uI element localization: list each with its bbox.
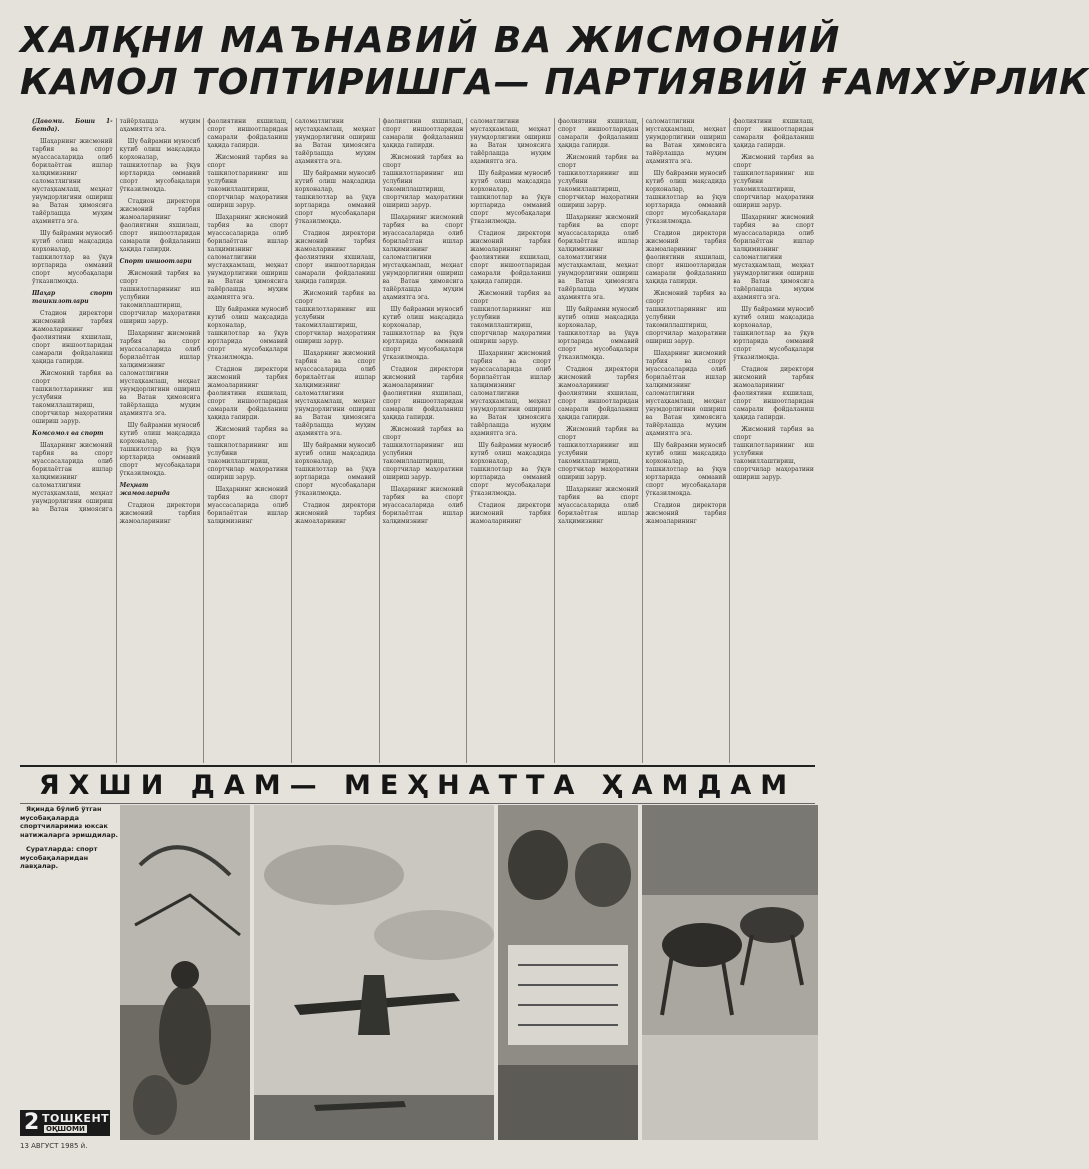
article-paragraph: Шу байрамни муносиб кутиб олиш мақсадида корхоналар, ташкилотлар ва ўқув юртларида оммавий спорт мусобақалари ўтказилмоқда. xyxy=(119,422,201,477)
article-paragraph: Шаҳарнинг жисмоний тарбия ва спорт муассасаларида олиб борилаётган ишлар халқимизнинг саломатлигини мустаҳкамлаш, меҳнат унумдорлигини ошириш ва Ватан ҳимоясига тайёрлашда муҳим аҳамиятга эга. xyxy=(733,214,814,301)
article-paragraph: Стадион директори жисмоний тарбия жамоаларининг фаолиятини яхшилаш, спорт иншоотларидан самарали фойдаланиш ҳақида гапирди. xyxy=(382,366,464,421)
article-paragraph: Шу байрамни муносиб кутиб олиш мақсадида корхоналар, ташкилотлар ва ўқув юртларида оммавий спорт мусобақалари ўтказилмоқда. xyxy=(645,170,727,225)
masthead-name: ТОШКЕНТ xyxy=(42,1112,110,1125)
article-paragraph: Шаҳарнинг жисмоний тарбия ва спорт муассасаларида олиб борилаётган ишлар халқимизнинг саломатлигини мустаҳкамлаш, меҳнат унумдорлигини ошириш ва Ватан ҳимоясига тайёрлашда муҳим аҳамиятга эга. xyxy=(382,214,464,301)
article-paragraph: Стадион директори жисмоний тарбия жамоаларининг фаолиятини яхшилаш, спорт иншоотларидан самарали фойдаланиш ҳақида гапирди. xyxy=(470,118,639,525)
article-paragraph: Жисмоний тарбия ва спорт ташкилотларининг иш услубини такомиллаштириш, спортчилар маҳоратини ошириш зарур. xyxy=(733,426,814,481)
photo-aircraft-airfield xyxy=(254,805,494,1140)
photo-horse-riders xyxy=(642,805,818,1140)
page-number: 2 xyxy=(24,1110,40,1135)
article-paragraph: Шу байрамни муносиб кутиб олиш мақсадида корхоналар, ташкилотлар ва ўқув юртларида оммавий спорт мусобақалари ўтказилмоқда. xyxy=(382,306,464,361)
article-paragraph: Жисмоний тарбия ва спорт ташкилотларининг иш услубини такомиллаштириш, спортчилар маҳоратини ошириш зарур. xyxy=(645,290,727,345)
article-paragraph: Жисмоний тарбия ва спорт ташкилотларининг иш услубини такомиллаштириш, спортчилар маҳоратини ошириш зарур. xyxy=(207,154,288,209)
article-paragraph: Стадион директори жисмоний тарбия жамоаларининг фаолиятини яхшилаш, спорт иншоотларидан самарали фойдаланиш ҳақида гапирди. xyxy=(32,310,113,365)
article-paragraph: Стадион директори жисмоний тарбия жамоаларининг фаолиятини яхшилаш, спорт иншоотларидан самарали фойдаланиш ҳақида гапирди. xyxy=(645,230,727,285)
headline-line-2: КАМОЛ ТОПТИРИШГА— ПАРТИЯВИЙ ҒАМХЎРЛИК xyxy=(20,62,1089,103)
masthead-subtitle: ОҚШОМИ xyxy=(46,1125,85,1133)
article-paragraph: Жисмоний тарбия ва спорт ташкилотларининг иш услубини такомиллаштириш, спортчилар маҳоратини ошириш зарур. xyxy=(557,154,639,209)
masthead-logo xyxy=(20,1110,110,1136)
article-subhead: Спорт иншоотлари xyxy=(119,258,192,265)
article-paragraph: Жисмоний тарбия ва спорт ташкилотларининг иш услубини такомиллаштириш, спортчилар маҳоратини ошириш зарур. xyxy=(557,426,639,481)
article-paragraph: Шаҳарнинг жисмоний тарбия ва спорт муассасаларида олиб борилаётган ишлар халқимизнинг саломатлигини мустаҳкамлаш, меҳнат унумдорлигини ошириш ва Ватан ҳимоясига тайёрлашда муҳим аҳамиятга эга. xyxy=(294,350,376,437)
article-paragraph: Жисмоний тарбия ва спорт ташкилотларининг иш услубини такомиллаштириш, спортчилар маҳоратини ошириш зарур. xyxy=(733,154,814,209)
article-paragraph: Шаҳарнинг жисмоний тарбия ва спорт муассасаларида олиб борилаётган ишлар халқимизнинг саломатлигини мустаҳкамлаш, меҳнат унумдорлигини ошириш ва Ватан ҳимоясига тайёрлашда муҳим аҳамиятга эга. xyxy=(32,138,113,225)
issue-date: 13 АВГУСТ 1985 й. xyxy=(20,1142,88,1150)
article-paragraph: Шаҳарнинг жисмоний тарбия ва спорт муассасаларида олиб борилаётган ишлар халқимизнинг саломатлигини мустаҳкамлаш, меҳнат унумдорлигини ошириш ва Ватан ҳимоясига тайёрлашда муҳим аҳамиятга эга. xyxy=(207,214,288,301)
article-paragraph: Жисмоний тарбия ва спорт ташкилотларининг иш услубини такомиллаштириш, спортчилар маҳоратини ошириш зарур. xyxy=(294,290,376,345)
article-paragraph: Стадион директори жисмоний тарбия жамоаларининг фаолиятини яхшилаш, спорт иншоотларидан самарали фойдаланиш ҳақида гапирди. xyxy=(557,366,639,421)
headline-line-1: ХАЛҚНИ МАЪНАВИЙ ВА ЖИСМОНИЙ xyxy=(20,20,842,61)
article-paragraph: Жисмоний тарбия ва спорт ташкилотларининг иш услубини такомиллаштириш, спортчилар маҳоратини ошириш зарур. xyxy=(119,270,201,325)
article-subhead: Шаҳар спорт ташкилотлари xyxy=(32,290,113,305)
article-paragraph: Шу байрамни муносиб кутиб олиш мақсадида корхоналар, ташкилотлар ва ўқув юртларида оммавий спорт мусобақалари ўтказилмоқда. xyxy=(32,230,113,285)
article-paragraph: Шу байрамни муносиб кутиб олиш мақсадида корхоналар, ташкилотлар ва ўқув юртларида оммавий спорт мусобақалари ўтказилмоқда. xyxy=(294,170,376,225)
article-paragraph: Жисмоний тарбия ва спорт ташкилотларининг иш услубини такомиллаштириш, спортчилар маҳоратини ошириш зарур. xyxy=(207,426,288,481)
article-opening: (Давоми. Боши 1-бетда). xyxy=(32,118,113,133)
photo-caption xyxy=(20,805,120,877)
article-paragraph: Стадион директори жисмоний тарбия жамоаларининг фаолиятини яхшилаш, спорт иншоотларидан самарали фойдаланиш ҳақида гапирди. xyxy=(119,198,201,253)
photo-row xyxy=(20,805,818,1140)
article-paragraph: Стадион директори жисмоний тарбия жамоаларининг фаолиятини яхшилаш, спорт иншоотларидан самарали фойдаланиш ҳақида гапирди. xyxy=(470,230,551,285)
photo-chess-players xyxy=(498,805,638,1140)
article-paragraph: Шаҳарнинг жисмоний тарбия ва спорт муассасаларида олиб борилаётган ишлар халқимизнинг саломатлигини мустаҳкамлаш, меҳнат унумдорлигини ошириш ва Ватан ҳимоясига тайёрлашда муҳим аҳамиятга эга. xyxy=(32,118,201,513)
article-paragraph: Стадион директори жисмоний тарбия жамоаларининг фаолиятини яхшилаш, спорт иншоотларидан самарали фойдаланиш ҳақида гапирди. xyxy=(733,366,814,421)
article-paragraph: Шу байрамни муносиб кутиб олиш мақсадида корхоналар, ташкилотлар ва ўқув юртларида оммавий спорт мусобақалари ўтказилмоқда. xyxy=(470,170,551,225)
section-banner: ЯХШИ ДАМ— МЕҲНАТТА ҲАМДАМ xyxy=(20,765,815,804)
article-paragraph: Стадион директори жисмоний тарбия жамоаларининг фаолиятини яхшилаш, спорт иншоотларидан самарали фойдаланиш ҳақида гапирди. xyxy=(294,230,376,285)
article-paragraph: Жисмоний тарбия ва спорт ташкилотларининг иш услубини такомиллаштириш, спортчилар маҳоратини ошириш зарур. xyxy=(470,290,551,345)
article-paragraph: Шаҳарнинг жисмоний тарбия ва спорт муассасаларида олиб борилаётган ишлар халқимизнинг саломатлигини мустаҳкамлаш, меҳнат унумдорлигини ошириш ва Ватан ҳимоясига тайёрлашда муҳим аҳамиятга эга. xyxy=(557,118,727,525)
article-subhead: Меҳнат жамоаларида xyxy=(119,482,170,497)
article-paragraph: Стадион директори жисмоний тарбия жамоаларининг фаолиятини яхшилаш, спорт иншоотларидан самарали фойдаланиш ҳақида гапирди. xyxy=(119,118,288,525)
article-paragraph: Шаҳарнинг жисмоний тарбия ва спорт муассасаларида олиб борилаётган ишлар халқимизнинг саломатлигини мустаҳкамлаш, меҳнат унумдорлигини ошириш ва Ватан ҳимоясига тайёрлашда муҳим аҳамиятга эга. xyxy=(207,118,376,525)
article-paragraph: Шу байрамни муносиб кутиб олиш мақсадида корхоналар, ташкилотлар ва ўқув юртларида оммавий спорт мусобақалари ўтказилмоқда. xyxy=(645,442,727,497)
article-paragraph: Шу байрамни муносиб кутиб олиш мақсадида корхоналар, ташкилотлар ва ўқув юртларида оммавий спорт мусобақалари ўтказилмоқда. xyxy=(119,138,201,193)
caption-paragraph: Яқинда бўлиб ўтган мусобақаларда спортчиларимиз юксак натижаларга эришдилар. xyxy=(20,805,118,839)
article-paragraph: Стадион директори жисмоний тарбия жамоаларининг фаолиятини яхшилаш, спорт иншоотларидан самарали фойдаланиш ҳақида гапирди. xyxy=(645,118,814,525)
article-paragraph: Жисмоний тарбия ва спорт ташкилотларининг иш услубини такомиллаштириш, спортчилар маҳоратини ошириш зарур. xyxy=(382,154,464,209)
article-paragraph: Шу байрамни муносиб кутиб олиш мақсадида корхоналар, ташкилотлар ва ўқув юртларида оммавий спорт мусобақалари ўтказилмоқда. xyxy=(557,306,639,361)
article-subhead: Комсомол ва спорт xyxy=(32,430,104,437)
article-paragraph: Шу байрамни муносиб кутиб олиш мақсадида корхоналар, ташкилотлар ва ўқув юртларида оммавий спорт мусобақалари ўтказилмоқда. xyxy=(470,442,551,497)
article-paragraph: Шаҳарнинг жисмоний тарбия ва спорт муассасаларида олиб борилаётган ишлар халқимизнинг саломатлигини мустаҳкамлаш, меҳнат унумдорлигини ошириш ва Ватан ҳимоясига тайёрлашда муҳим аҳамиятга эга. xyxy=(470,350,551,437)
article-paragraph: Шаҳарнинг жисмоний тарбия ва спорт муассасаларида олиб борилаётган ишлар халқимизнинг саломатлигини мустаҳкамлаш, меҳнат унумдорлигини ошириш ва Ватан ҳимоясига тайёрлашда муҳим аҳамиятга эга. xyxy=(645,350,727,437)
article-paragraph: Шаҳарнинг жисмоний тарбия ва спорт муассасаларида олиб борилаётган ишлар халқимизнинг саломатлигини мустаҳкамлаш, меҳнат унумдорлигини ошириш ва Ватан ҳимоясига тайёрлашда муҳим аҳамиятга эга. xyxy=(557,214,639,301)
caption-paragraph: Суратларда: спорт мусобақаларидан лавҳалар. xyxy=(20,845,98,870)
article-paragraph: Шаҳарнинг жисмоний тарбия ва спорт муассасаларида олиб борилаётган ишлар халқимизнинг саломатлигини мустаҳкамлаш, меҳнат унумдорлигини ошириш ва Ватан ҳимоясига тайёрлашда муҳим аҳамиятга эга. xyxy=(382,118,551,525)
article-paragraph: Шу байрамни муносиб кутиб олиш мақсадида корхоналар, ташкилотлар ва ўқув юртларида оммавий спорт мусобақалари ўтказилмоқда. xyxy=(294,442,376,497)
article-paragraph: Стадион директори жисмоний тарбия жамоаларининг фаолиятини яхшилаш, спорт иншоотларидан самарали фойдаланиш ҳақида гапирди. xyxy=(294,118,464,525)
article-paragraph: Стадион директори жисмоний тарбия жамоаларининг фаолиятини яхшилаш, спорт иншоотларидан самарали фойдаланиш ҳақида гапирди. xyxy=(207,366,288,421)
article-columns xyxy=(32,118,814,763)
article-paragraph: Шаҳарнинг жисмоний тарбия ва спорт муассасаларида олиб борилаётган ишлар халқимизнинг саломатлигини мустаҳкамлаш, меҳнат унумдорлигини ошириш ва Ватан ҳимоясига тайёрлашда муҳим аҳамиятга эга. xyxy=(119,330,201,417)
article-paragraph: Шу байрамни муносиб кутиб олиш мақсадида корхоналар, ташкилотлар ва ўқув юртларида оммавий спорт мусобақалари ўтказилмоқда. xyxy=(733,306,814,361)
article-paragraph: Жисмоний тарбия ва спорт ташкилотларининг иш услубини такомиллаштириш, спортчилар маҳоратини ошириш зарур. xyxy=(32,370,113,425)
photo-athletes-hurdles xyxy=(120,805,250,1140)
article-paragraph: Жисмоний тарбия ва спорт ташкилотларининг иш услубини такомиллаштириш, спортчилар маҳоратини ошириш зарур. xyxy=(382,426,464,481)
article-paragraph: Шу байрамни муносиб кутиб олиш мақсадида корхоналар, ташкилотлар ва ўқув юртларида оммавий спорт мусобақалари ўтказилмоқда. xyxy=(207,306,288,361)
